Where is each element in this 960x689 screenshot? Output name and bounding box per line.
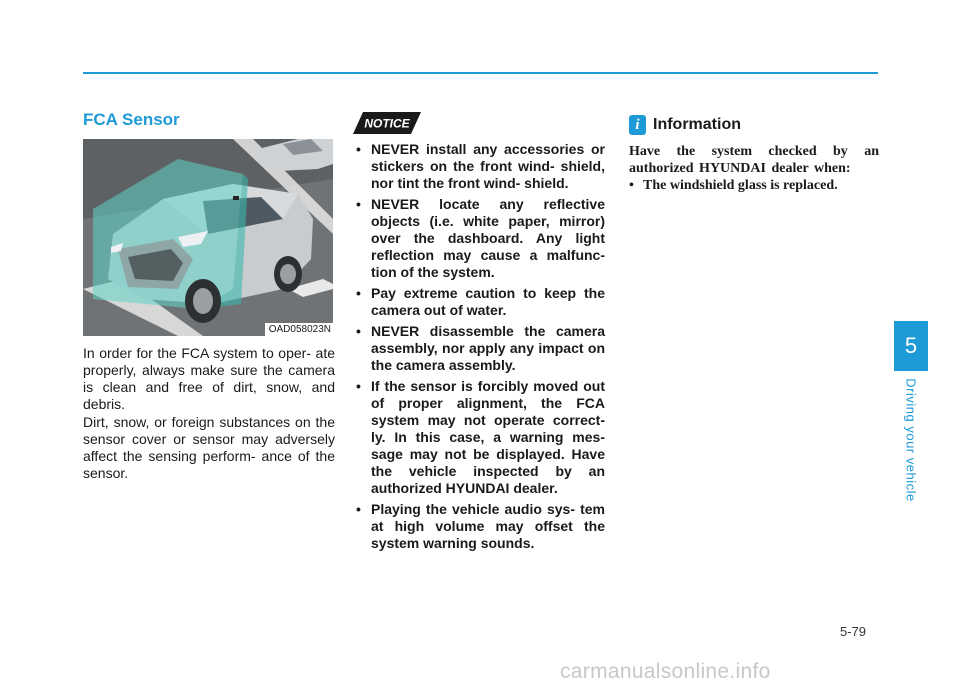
chapter-label: Driving your vehicle bbox=[903, 378, 919, 502]
notice-badge bbox=[353, 112, 421, 134]
figure-code: OAD058023N bbox=[265, 323, 333, 336]
notice-item: • Pay extreme caution to keep the camera out of water. bbox=[353, 285, 605, 319]
top-rule bbox=[83, 72, 878, 74]
notice-item: • If the sensor is forcibly moved out of proper alignment, the FCA system may not operate correct- ly. In this case, a warning mes- sage may not be displayed. Have the vehicle inspected by an authorized HYUNDAI dealer. bbox=[353, 378, 605, 497]
notice-item: • NEVER install any accessories or stickers on the front wind- shield, nor tint the front wind- shield. bbox=[353, 141, 605, 192]
notice-item: • Playing the vehicle audio sys- tem at high volume may offset the system warning sounds. bbox=[353, 501, 605, 552]
notice-item: • NEVER locate any reflective objects (i.e. white paper, mirror) over the dashboard. Any light reflection may cause a malfunc- tion of the system. bbox=[353, 196, 605, 281]
car-illustration bbox=[83, 139, 333, 336]
notice-list bbox=[353, 141, 605, 556]
chapter-tab[interactable]: 5 bbox=[894, 321, 928, 371]
info-text: Have the system checked by an authorized HYUNDAI dealer when: bbox=[629, 144, 879, 176]
section-title: FCA Sensor bbox=[83, 110, 180, 129]
info-item: • The windshield glass is replaced. bbox=[629, 177, 879, 194]
info-list bbox=[629, 177, 879, 194]
notice-label: NOTICE bbox=[364, 116, 410, 131]
body-paragraph-1: In order for the FCA system to oper- ate properly, always make sure the camera is clean and free of dirt, snow, and debris. bbox=[83, 345, 335, 412]
page-number: 5-79 bbox=[840, 624, 867, 639]
info-title: Information bbox=[653, 116, 741, 133]
watermark: carmanualsonline.info bbox=[560, 660, 771, 683]
body-paragraph-2: Dirt, snow, or foreign substances on the sensor cover or sensor may adversely affect the sensing perform- ance of the sensor. bbox=[83, 414, 335, 481]
info-icon: i bbox=[629, 115, 646, 135]
car-sensor-drawing bbox=[83, 139, 333, 336]
notice-item: • NEVER disassemble the camera assembly, nor apply any impact on the camera assembly. bbox=[353, 323, 605, 374]
